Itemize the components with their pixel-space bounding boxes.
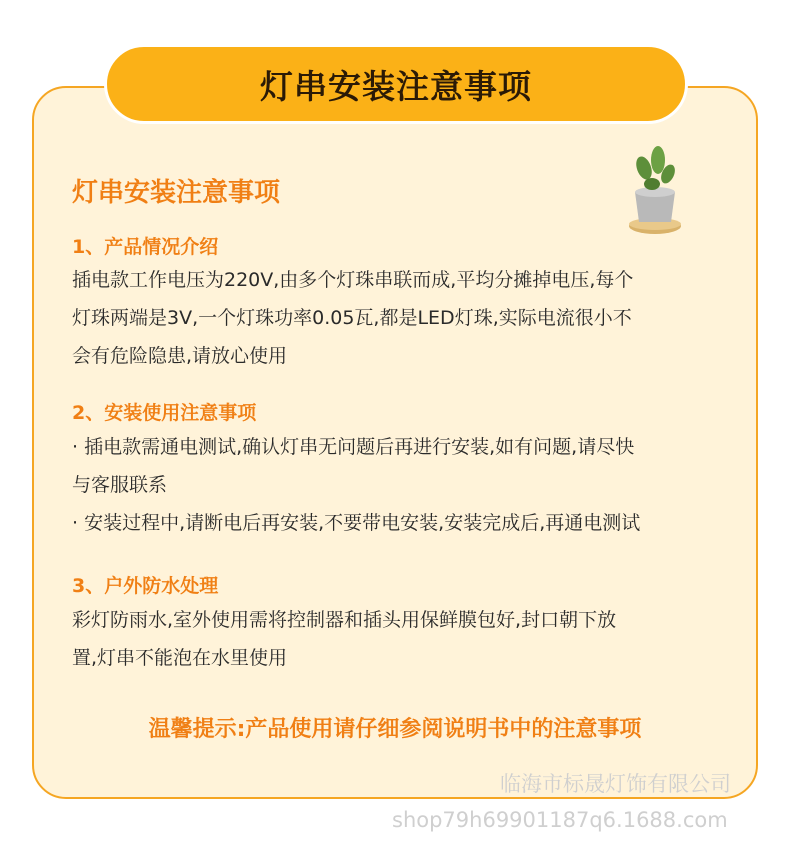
section-3-line: 彩灯防雨水,室外使用需将控制器和插头用保鲜膜包好,封口朝下放 [72,609,617,631]
section-2-line: · 插电款需通电测试,确认灯串无问题后再进行安装,如有问题,请尽快 [72,436,635,458]
section-body-1 [72,261,732,375]
banner-title: 灯串安装注意事项 [260,66,532,106]
page-subtitle: 灯串安装注意事项 [72,178,281,208]
section-heading-2: 2、安装使用注意事项 [72,402,257,424]
watermark-url: shop79h69901187q6.1688.com [392,808,728,832]
section-1-line: 灯珠两端是3V,一个灯珠功率0.05瓦,都是LED灯珠,实际电流很小不 [72,307,632,329]
section-1-line: 会有危险隐患,请放心使用 [72,345,288,367]
section-2-line: · 安装过程中,请断电后再安装,不要带电安装,安装完成后,再通电测试 [72,512,641,534]
section-1-line: 插电款工作电压为220V,由多个灯珠串联而成,平均分摊掉电压,每个 [72,269,634,291]
title-banner [104,44,688,124]
section-2-line: 与客服联系 [72,474,168,496]
watermark-company: 临海市标晟灯饰有限公司 [500,772,731,796]
section-body-3 [72,601,732,677]
warm-tip: 温馨提示:产品使用请仔细参阅说明书中的注意事项 [148,717,642,742]
potted-cactus-icon [620,140,690,240]
section-body-2 [72,428,732,542]
section-3-line: 置,灯串不能泡在水里使用 [72,647,288,669]
section-heading-1: 1、产品情况介绍 [72,236,219,258]
section-heading-3: 3、户外防水处理 [72,575,219,597]
